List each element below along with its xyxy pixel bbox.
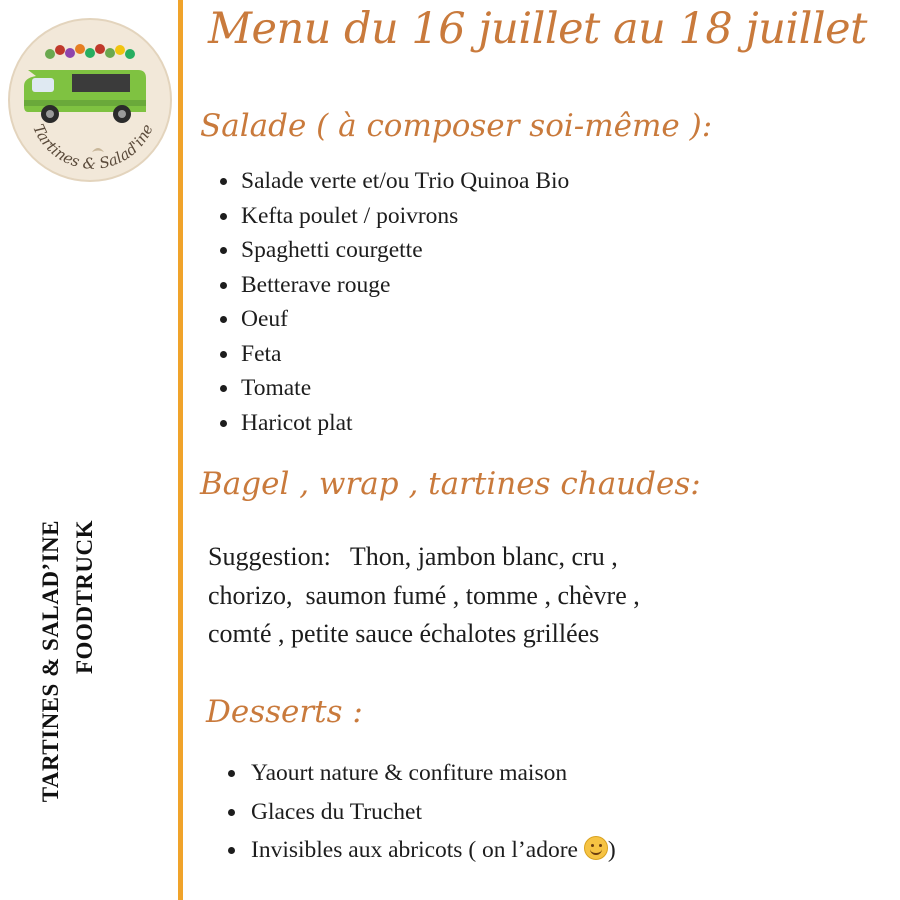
bagel-section-title: Bagel , wrap , tartines chaudes: (200, 466, 701, 502)
suggestion-line: chorizo, saumon fumé , tomme , chèvre , (208, 580, 640, 610)
salad-section-title: Salade ( à composer soi-même ): (200, 108, 713, 144)
menu-content (200, 0, 890, 900)
menu-title: Menu du 16 juillet au 18 juillet (208, 4, 867, 54)
list-item: Spaghetti courgette (220, 233, 569, 268)
vertical-divider (178, 0, 183, 900)
left-panel (0, 0, 180, 900)
logo (8, 18, 172, 182)
brand-subtitle: FOODTRUCK (72, 520, 97, 674)
list-item: Tomate (220, 371, 569, 406)
salad-list (220, 164, 569, 440)
list-item-text: Invisibles aux abricots ( on l’adore (251, 837, 578, 863)
list-item: Glaces du Truchet (226, 793, 616, 832)
list-item (226, 831, 616, 870)
desserts-list (226, 754, 616, 870)
desserts-section-title: Desserts : (206, 694, 363, 730)
vertical-brand (34, 520, 114, 860)
suggestion-line: Suggestion: Thon, jambon blanc, cru , (208, 542, 618, 571)
list-item: Betterave rouge (220, 268, 569, 303)
brand-name: TARTINES & SALAD’INE (38, 520, 63, 803)
list-item: Oeuf (220, 302, 569, 337)
list-item: Salade verte et/ou Trio Quinoa Bio (220, 164, 569, 199)
svg-text:Tartines & Salad'ine: Tartines & Salad'ine (29, 121, 157, 174)
list-item: Feta (220, 337, 569, 372)
list-item: Haricot plat (220, 406, 569, 441)
list-item: Yaourt nature & confiture maison (226, 754, 616, 793)
smiling-face-icon (584, 836, 608, 860)
bagel-suggestion (208, 538, 640, 654)
suggestion-line: comté , petite sauce échalotes grillées (208, 619, 600, 648)
logo-brand-text (10, 20, 172, 182)
closing-paren: ) (607, 837, 616, 863)
list-item: Kefta poulet / poivrons (220, 199, 569, 234)
